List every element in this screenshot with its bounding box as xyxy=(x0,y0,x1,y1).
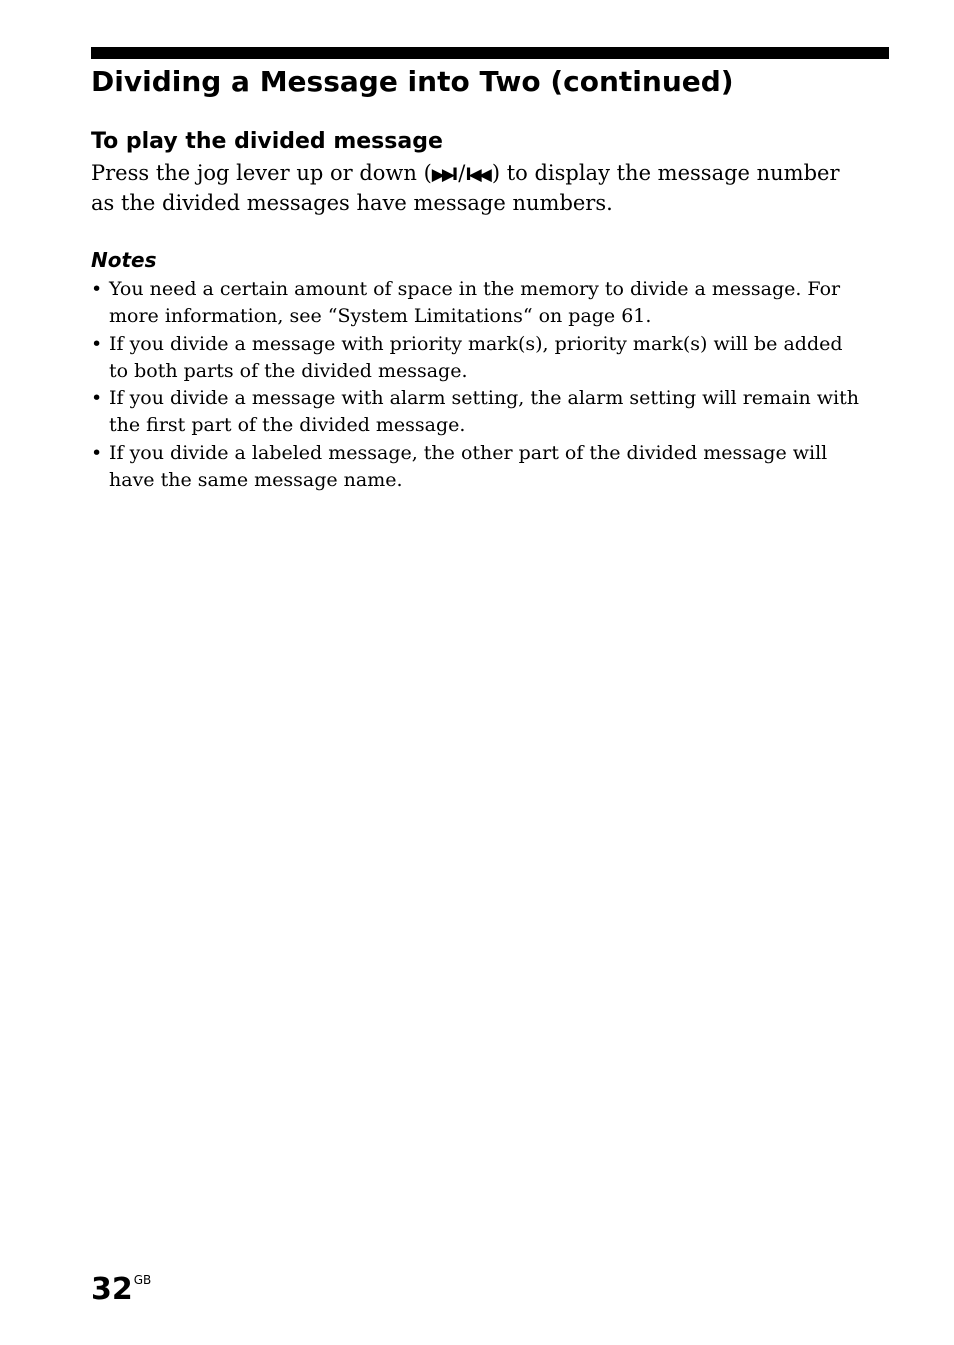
notes-heading: Notes xyxy=(91,248,157,272)
note-line: If you divide a message with alarm setting, the alarm setting will remain with xyxy=(109,387,859,410)
bullet-icon: • xyxy=(91,441,103,464)
page-number-value: 32 xyxy=(91,1272,133,1307)
body-text-part: ) to display the message number xyxy=(491,161,840,185)
previous-track-icon: I◀◀ xyxy=(465,165,489,185)
note-line: the first part of the divided message. xyxy=(109,414,466,437)
section-body xyxy=(91,159,891,217)
page-language-code: GB xyxy=(133,1273,152,1287)
note-line: You need a certain amount of space in the memory to divide a message. For xyxy=(109,278,841,300)
body-line-1 xyxy=(91,159,891,189)
page-number xyxy=(91,1260,151,1310)
note-item xyxy=(91,276,891,331)
body-line-2: as the divided messages have message numbers. xyxy=(91,191,613,215)
note-line: If you divide a message with priority mark(s), priority mark(s) will be added xyxy=(109,332,843,355)
bullet-icon: • xyxy=(91,387,103,410)
bullet-icon: • xyxy=(91,278,103,300)
top-rule xyxy=(91,47,889,59)
note-item xyxy=(91,331,891,386)
note-item xyxy=(91,440,891,495)
note-line: have the same message name. xyxy=(109,469,403,492)
note-line: more information, see “System Limitations“ on page 61. xyxy=(109,305,652,328)
note-line: to both parts of the divided message. xyxy=(109,359,468,382)
note-item xyxy=(91,385,891,440)
next-track-icon: ▶▶I xyxy=(431,165,456,185)
note-line: If you divide a labeled message, the other part of the divided message will xyxy=(109,441,828,464)
bullet-icon: • xyxy=(91,332,103,355)
section-heading: To play the divided message xyxy=(91,129,443,154)
slash-separator: / xyxy=(458,161,466,185)
notes-list xyxy=(91,276,891,494)
body-text-part: Press the jog lever up or down ( xyxy=(91,161,432,185)
page-title: Dividing a Message into Two (continued) xyxy=(91,65,734,98)
